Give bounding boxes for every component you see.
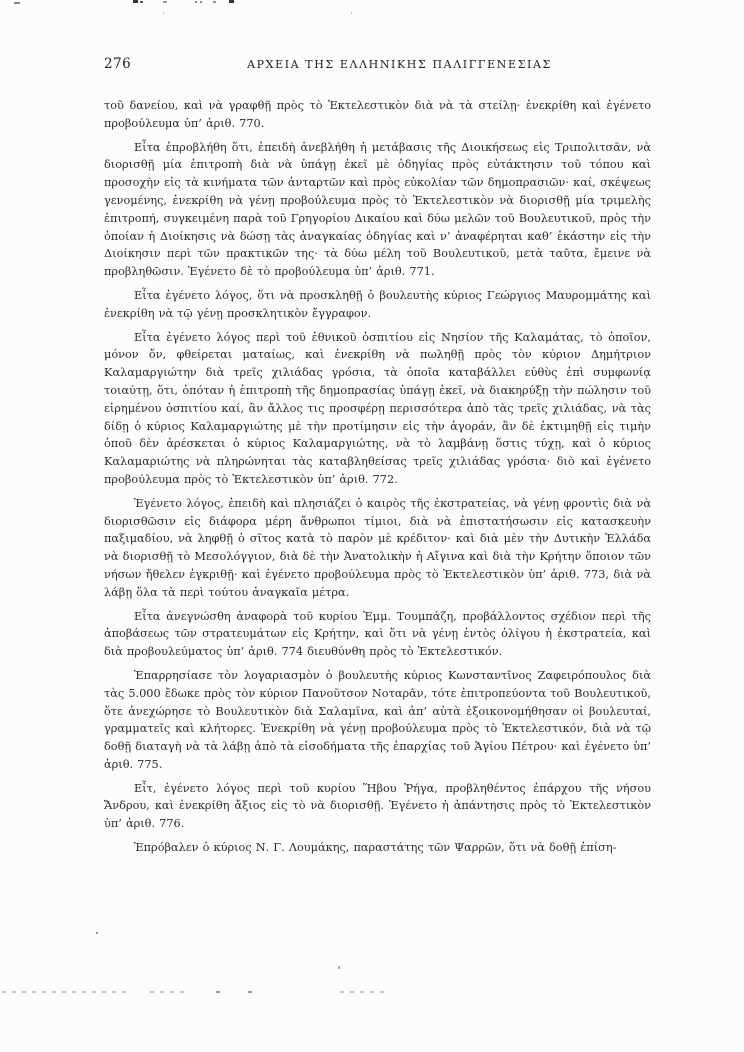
scan-artifact <box>213 1 216 3</box>
paragraph: Εἶτα ἐπροβλήθη ὅτι, ἐπειδὴ ἀνεβλήθη ἡ μετάβασις τῆς Διοικήσεως εἰς Τριπολιτσᾶν, νὰ διορισθῇ μία ἐπιτροπὴ διὰ νὰ ὑπάγῃ ἐκεῖ μὲ ὁδηγίας πρὸς εὐτάκτησιν τοῦ τόπου καὶ προσοχὴν εἰς τὰ κινήματα τῶν ἀνταρτῶν καὶ πρὸς εὐκολίαν τῶν δημοπρασιῶν· καί, σκέψεως γενομένης, ἐνεκρίθη νὰ γένῃ προβούλευμα πρὸς τὸ Ἐκτελεστικὸν νὰ διορισθῇ μία τριμελὴς ἐπιτροπή, συγκειμένη παρὰ τοῦ Γρηγορίου Δικαίου καὶ δύω μελῶν τοῦ Βουλευτικοῦ, πρὸς τὴν ὁποίαν ἡ Διοίκησις νὰ δώσῃ τὰς ἀναγκαίας ὁδηγίας καὶ ν’ ἀναφέρηται καθ’ ἑκάστην εἰς τὴν Διοίκησιν περὶ τῶν πρακτικῶν της· τὰ δύω μέλη τοῦ Βουλευτικοῦ, μετὰ ταῦτα, ἔμεινε νὰ προβληθῶσιν. Ἐγένετο δὲ τὸ προβούλευμα ὑπ’ ἀριθ. 771. <box>104 140 651 279</box>
scan-artifact <box>229 0 234 3</box>
scan-artifact <box>2 991 132 993</box>
scan-artifact <box>248 991 252 993</box>
scan-artifact <box>140 1 143 3</box>
scan-artifact <box>340 991 384 993</box>
paragraph: Εἶτα ἐγένετο λόγος περὶ τοῦ ἐθνικοῦ ὁσπιτίου εἰς Νησίον τῆς Καλαμάτας, τὸ ὁποῖον, μόνον ὄν, φθείρεται ματαίως, καὶ ἐνεκρίθη νὰ πωληθῇ πρὸς τὸν κύριον Δημήτριον Καλαμαργιώτην διὰ τρεῖς χιλιάδας γρόσια, τὰ ὁποῖα καταβάλλει εὐθὺς ἐπὶ συμφωνίᾳ τοιαύτῃ, ὅτι, ὁπόταν ἡ ἐπιτροπὴ τῆς δημοπρασίας ὑπάγῃ ἐκεῖ, νὰ διακηρύξῃ τὴν πώλησιν τοῦ εἰρημένου ὁσπιτίου καί, ἂν ἄλλος τις προσφέρῃ περισσότερα ἀπὸ τὰς τρεῖς χιλιάδας, νὰ τὰς δίδῃ ὁ κύριος Καλαμαργιώτης μὲ τὴν προτίμησιν εἰς τὴν ἀγοράν, ἂν δὲ ἐκτιμηθῇ εἰς τιμὴν ὁποῦ δὲν ἀρέσκεται ὁ κύριος Καλαμαργιώτης, νὰ τὸ λαμβάνῃ ὅστις τύχῃ, καὶ ὁ κύριος Καλαμαριώτης νὰ πληρώνηται τὰς καταβληθείσας τρεῖς χιλιάδας γρόσια· διὸ καὶ ἐγένετο προβούλευμα πρὸς τὸ Ἐκτελεστικὸν ὑπ’ ἀριθ. 772. <box>104 330 651 486</box>
paragraph: Εἶτα ἐγένετο λόγος, ὅτι νὰ προσκληθῇ ὁ βουλευτὴς κύριος Γεώργιος Μαυρομμάτης καὶ ἐνεκρίθη νὰ τῷ γένῃ προσκλητικὸν ἔγγραφον. <box>104 288 651 320</box>
paragraph: Ἐπαρρησίασε τὸν λογαριασμὸν ὁ βουλευτὴς κύριος Κωνσταντῖνος Ζαφειρόπουλος διὰ τὰς 5.000 ἔδωκε πρὸς τὸν κύριον Πανοῦτσον Νοταρᾶν, τότε ἐπιτροπεύοντα τοῦ Βουλευτικοῦ, ὅτε ἀνεχώρησε τὸ Βουλευτικὸν διὰ Σαλαμῖνα, καὶ ἀπ’ αὐτὰ ἐξοικονομήθησαν οἱ βουλευταί, γραμματεῖς καὶ κλήτορες. Ἐνεκρίθη νὰ γένῃ προβούλευμα πρὸς τὸ Ἐκτελεστικόν, διὰ νὰ τῷ δοθῇ διαταγὴ νὰ τὰ λάβῃ ἀπὸ τὰ εἰσοδήματα τῆς ἐπαρχίας τοῦ Ἁγίου Πέτρου· καὶ ἐγένετο ὑπ’ ἀριθ. 775. <box>104 668 651 771</box>
scan-artifact <box>150 991 186 993</box>
scan-artifact <box>163 12 164 14</box>
page-title: ΑΡΧΕΙΑ ΤΗΣ ΕΛΛΗΝΙΚΗΣ ΠΑΛΙΓΓΕΝΕΣΙΑΣ <box>247 58 552 71</box>
scan-artifact <box>200 1 202 3</box>
paragraph: Εἶτ, ἐγένετο λόγος περὶ τοῦ κυρίου Ἥβου Ῥήγα, προβληθέντος ἐπάρχου τῆς νήσου Ἄνδρου, καὶ ἐνεκρίθη ἄξιος εἰς τὸ νὰ διορισθῇ. Ἐγένετο ἡ ἀπάντησις πρὸς τὸ Ἐκτελεστικὸν ὑπ’ ἀριθ. 776. <box>104 781 651 831</box>
scan-artifact <box>195 1 197 3</box>
paragraph: τοῦ δανείου, καὶ νὰ γραφθῇ πρὸς τὸ Ἐκτελεστικὸν διὰ νὰ τὰ στείλῃ· ἐνεκρίθη καὶ ἐγένετο προβούλευμα ὑπ’ ἀριθ. 770. <box>104 99 651 130</box>
scan-artifact <box>133 0 138 3</box>
scan-artifact <box>14 2 20 4</box>
scan-artifact <box>216 991 220 993</box>
page-number: 276 <box>104 56 132 72</box>
scan-artifact <box>163 1 167 3</box>
scan-artifact <box>96 932 98 934</box>
paragraph: Εἶτα ἀνεγνώσθη ἀναφορὰ τοῦ κυρίου Ἐμμ. Τουμπάζη, προβάλλοντος σχέδιον περὶ τῆς ἀποβάσεως τῶν στρατευμάτων εἰς Κρήτην, καὶ ὅτι νὰ γένῃ ἐντὸς ὀλίγου ἡ ἐκστρατεία, καὶ διὰ προβουλεύματος ὑπ’ ἀριθ. 774 διευθύνθη πρὸς τὸ Ἐκτελεστικόν. <box>104 609 651 659</box>
scan-artifact <box>351 12 352 14</box>
page-content <box>104 56 651 863</box>
scan-artifact <box>338 966 340 969</box>
text-body <box>104 97 651 857</box>
page-header <box>104 56 651 72</box>
paragraph: Ἐπρόβαλεν ὁ κύριος Ν. Γ. Λουμάκης, παραστάτης τῶν Ψαρρῶν, ὅτι νὰ δοθῇ ἐπίση- <box>134 841 617 855</box>
paragraph: Ἐγένετο λόγος, ἐπειδὴ καὶ πλησιάζει ὁ καιρὸς τῆς ἐκστρατείας, νὰ γένῃ φροντὶς διὰ νὰ διορισθῶσιν εἰς διάφορα μέρη ἄνθρωποι τίμιοι, διὰ νὰ ἐπιστατήσωσιν εἰς κατασκευὴν παξιμαδίου, νὰ ληφθῇ ὁ σῖτος κατὰ τὸ παρὸν μὲ κρέδιτον· καὶ διὰ μὲν τὴν Δυτικὴν Ἑλλάδα νὰ διορισθῇ τὸ Μεσολόγγιον, διὰ δὲ τὴν Ἀνατολικὴν ἡ Αἴγινα καὶ διὰ τὴν Κρήτην ὅποιον τῶν νήσων ἤθελεν ἐγκριθῇ· καὶ ἐγένετο προβούλευμα πρὸς τὸ Ἐκτελεστικὸν ὑπ’ ἀριθ. 773, διὰ νὰ λάβῃ ὅλα τὰ περὶ τούτου ἀναγκαῖα μέτρα. <box>104 496 651 599</box>
